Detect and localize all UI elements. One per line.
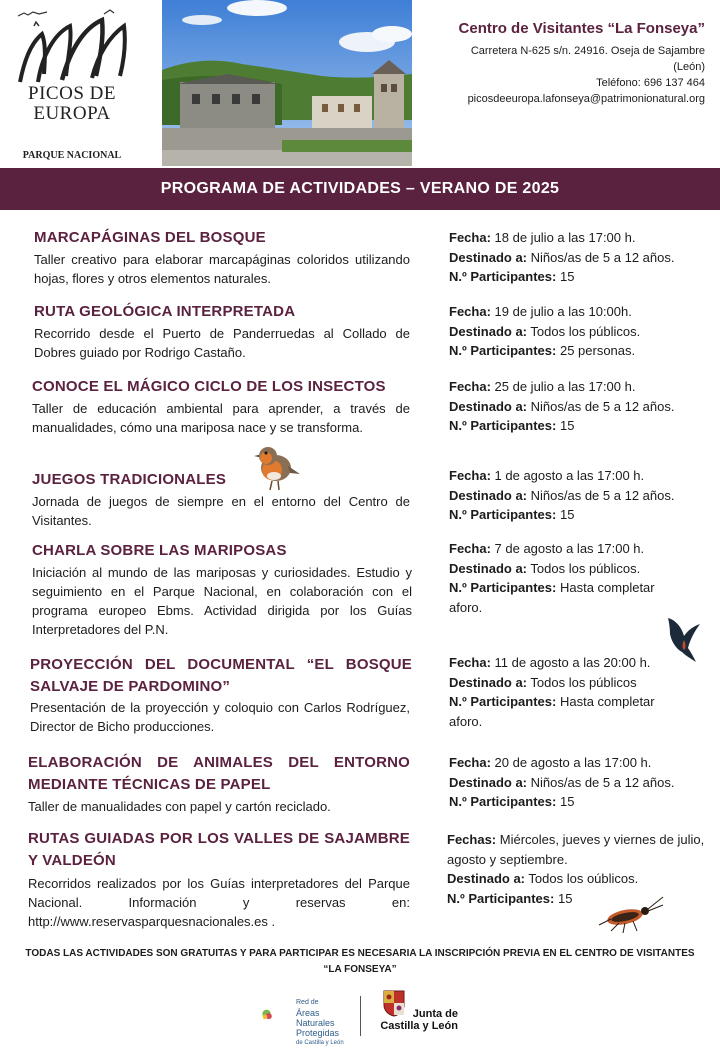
activity-title: PROYECCIÓN DEL DOCUMENTAL “EL BOSQUE SALVAJE DE PARDOMINO” [30,656,412,695]
activity-title: ELABORACIÓN DE ANIMALES DEL ENTORNO MEDIANTE TÉCNICAS DE PAPEL [28,754,410,793]
activity-info: Fecha: 1 de agosto a las 17:00 h. Destinado a: Niños/as de 5 a 12 años. N.º Participantes: 15 [449,468,675,522]
activity-description: Iniciación al mundo de las mariposas y curiosidades. Estudio y seguimiento en el Parque Nacional, en colaboración con el programa europeo Ebms. Actividad dirigida por los Guías Interpretadores del P.N. [32,565,412,637]
footer-note: TODAS LAS ACTIVIDADES SON GRATUITAS Y PARA PARTICIPAR ES NECESARIA LA INSCRIPCIÓN PREVIA EN EL CENTRO DE VISITANTES “LA FONSEYA” [25,948,695,975]
activity-info: Fecha: 7 de agosto a las 17:00 h. Destinado a: Todos los públicos. N.º Participantes: Hasta completar aforo. [449,541,655,615]
activity-title: MARCAPÁGINAS DEL BOSQUE [34,229,266,246]
rnap-logo [262,996,296,1034]
rnap-text: Red de Áreas Naturales Protegidas de Castilla y León [296,999,344,1046]
activity-description: Recorrido desde el Puerto de Panderruedas al Collado de Dobres guiado por Rodrigo Castaño. [34,326,410,360]
email-link[interactable]: picosdeeuropa.lafonseya@patrimonionatural.org [467,93,705,105]
activity-title: RUTA GEOLÓGICA INTERPRETADA [34,303,296,320]
centro-title: Centro de Visitantes “La Fonseya” [458,20,705,37]
robin-bird-icon [252,440,302,492]
activity-info: Fecha: 25 de julio a las 17:00 h. Destinado a: Niños/as de 5 a 12 años. N.º Participantes: 15 [449,379,675,433]
phone-text: Teléfono: 696 137 464 [596,77,705,89]
footer-divider [360,996,361,1036]
activity-description: Recorridos realizados por los Guías interpretadores del Parque Nacional. Información y reservas en: http://www.reservasparquesnacionales.es . [28,876,410,929]
activity-description: Taller de manualidades con papel y cartón reciclado. [28,799,331,814]
activity-description: Taller de educación ambiental para aprender, a través de manualidades, cómo una mariposa nace y se transforma. [32,401,410,435]
address-line: Carretera N-625 s/n. 24916. Oseja de Sajambre [470,45,705,57]
picos-de-europa-logo [12,4,132,164]
activity-title: RUTAS GUIADAS POR LOS VALLES DE SAJAMBRE Y VALDEÓN [28,830,410,869]
activity-title: JUEGOS TRADICIONALES [32,471,227,488]
activity-description: Taller creativo para elaborar marcapáginas coloridos utilizando hojas, flores y otros elementos naturales. [34,252,410,286]
visitor-center-photo [162,0,412,166]
activity-info: Fecha: 18 de julio a las 17:00 h. Destinado a: Niños/as de 5 a 12 años. N.º Participantes: 15 [449,230,675,284]
program-banner: PROGRAMA DE ACTIVIDADES – VERANO DE 2025 [0,168,720,210]
contact-info [415,20,705,107]
activity-title: CONOCE EL MÁGICO CICLO DE LOS INSECTOS [32,378,386,395]
logo-subtitle: PARQUE NACIONAL [22,150,122,161]
logo-title: PICOS DE EUROPA [28,83,116,124]
activity-title: CHARLA SOBRE LAS MARIPOSAS [32,542,287,559]
activity-description: Jornada de juegos de siempre en el entorno del Centro de Visitantes. [32,494,410,528]
jcyl-logo-text: Junta de Castilla y León [380,1008,458,1032]
activity-info: Fecha: 19 de julio a las 10:00h. Destinado a: Todos los públicos. N.º Participantes: 25 personas. [449,304,641,358]
activity-info: Fecha: 20 de agosto a las 17:00 h. Destinado a: Niños/as de 5 a 12 años. N.º Participantes: 15 [449,755,675,809]
activity-description: Presentación de la proyección y coloquio con Carlos Rodríguez, Director de Bicho producciones. [30,700,410,734]
activity-info: Fechas: Miércoles, jueves y viernes de julio, agosto y septiembre. Destinado a: Todos los oúblicos. N.º Participantes: 15 [447,832,705,906]
insect-icon [595,893,665,935]
address-region: (León) [673,61,705,73]
activity-info: Fecha: 11 de agosto a las 20:00 h. Destinado a: Todos los públicos N.º Participantes: Hasta completar aforo. [449,655,655,729]
